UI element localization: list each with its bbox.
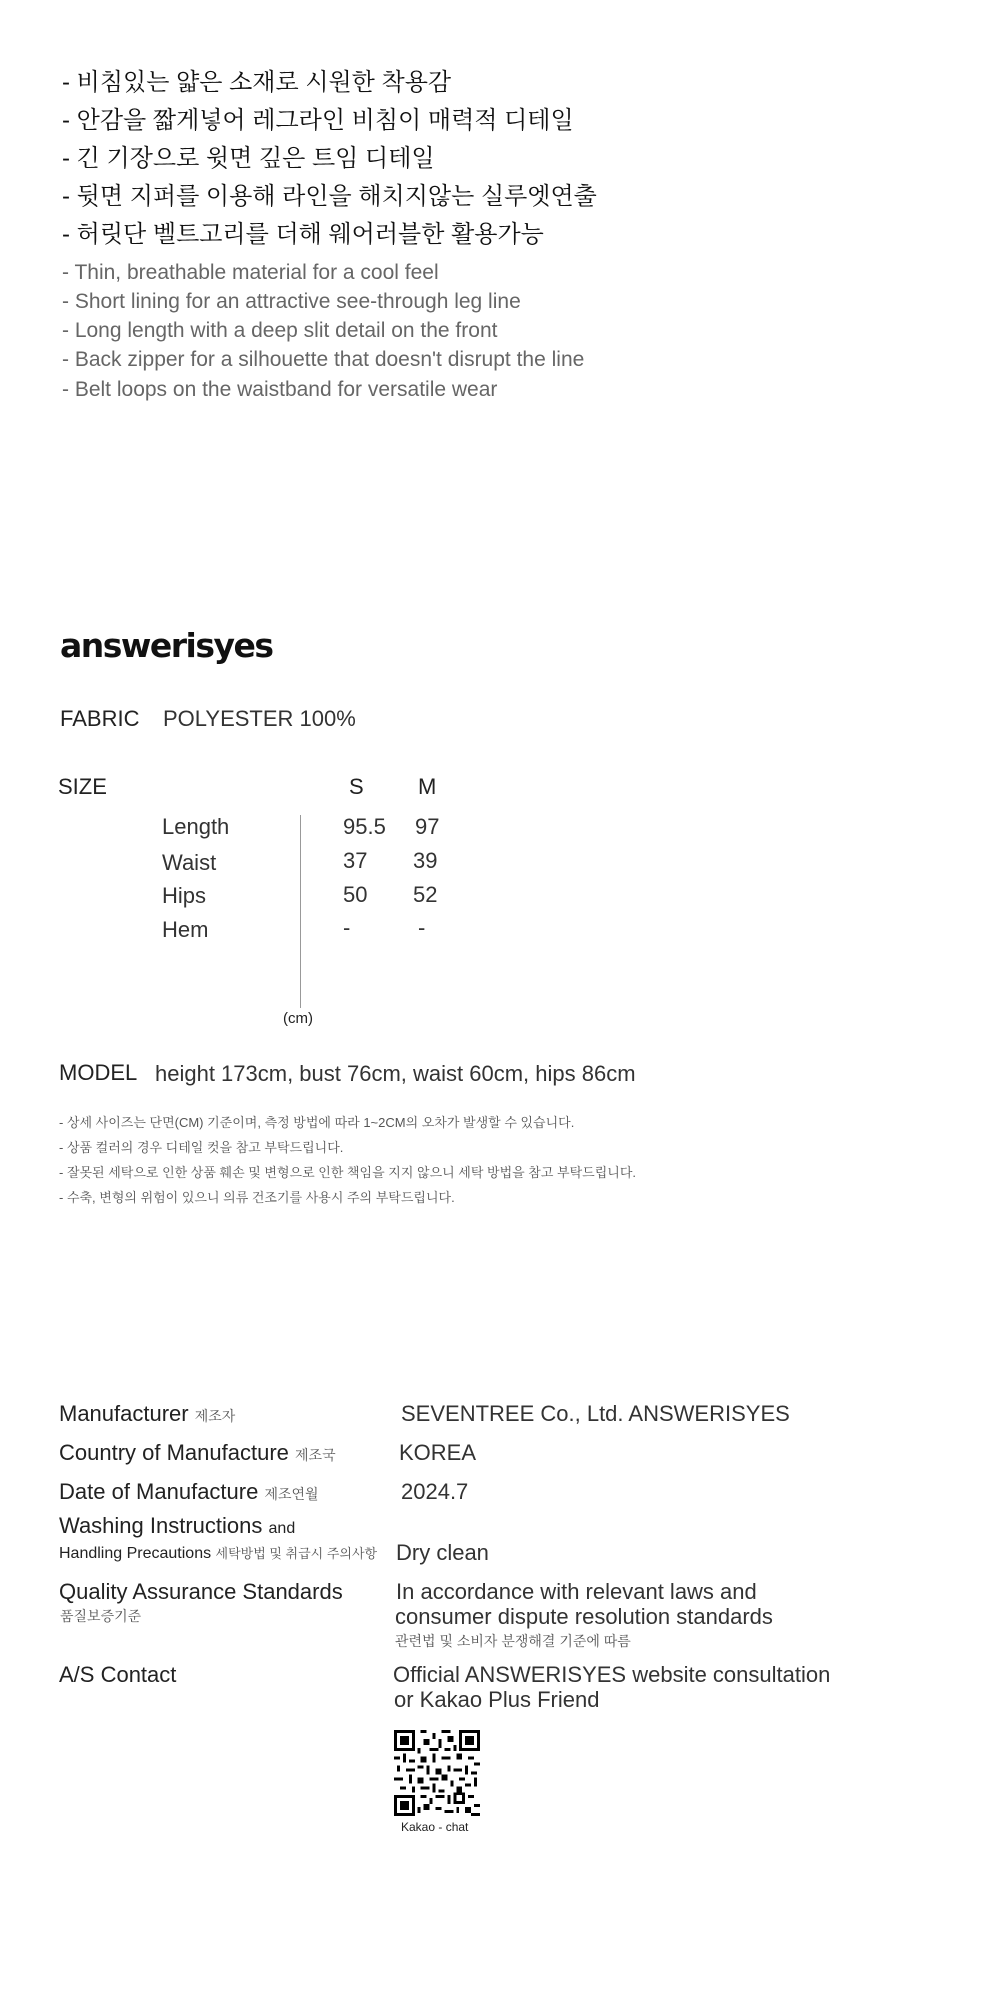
size-row-hem-label: Hem bbox=[162, 917, 209, 942]
size-row-hips-s: 50 bbox=[343, 882, 368, 907]
country-label-ko: 제조국 bbox=[295, 1447, 336, 1463]
size-unit: (cm) bbox=[283, 1010, 313, 1027]
kakao-qr-code[interactable] bbox=[394, 1730, 480, 1816]
fabric-label: FABRIC bbox=[60, 706, 140, 731]
size-col-s: S bbox=[349, 774, 364, 799]
size-table-divider bbox=[300, 815, 301, 1008]
size-row-hem-s: - bbox=[343, 915, 351, 940]
size-col-m: M bbox=[418, 774, 437, 799]
washing-label-line2: Handling Precautions 세탁방법 및 취급시 주의사항 bbox=[59, 1545, 378, 1562]
manufacturer-label-ko: 제조자 bbox=[194, 1408, 236, 1424]
note-2: - 상품 컬러의 경우 디테일 컷을 참고 부탁드립니다. bbox=[59, 1140, 344, 1155]
date-label-ko: 제조연월 bbox=[264, 1486, 319, 1502]
feature-en-2: - Short lining for an attractive see-through leg line bbox=[62, 290, 521, 313]
feature-ko-2: - 안감을 짧게넣어 레그라인 비침이 매력적 디테일 bbox=[62, 107, 574, 134]
size-row-hips-m: 52 bbox=[413, 882, 438, 907]
feature-en-5: - Belt loops on the waistband for versatile wear bbox=[62, 378, 498, 401]
size-row-length-m: 97 bbox=[415, 814, 440, 839]
quality-label: Quality Assurance Standards bbox=[59, 1579, 343, 1604]
country-value: KOREA bbox=[399, 1440, 477, 1465]
quality-value-ko: 관련법 및 소비자 분쟁해결 기준에 따름 bbox=[395, 1633, 631, 1649]
fabric-value: POLYESTER 100% bbox=[163, 706, 356, 731]
washing-label: Washing Instructions and bbox=[59, 1513, 296, 1538]
manufacturer-value: SEVENTREE Co., Ltd. ANSWERISYES bbox=[401, 1401, 790, 1426]
note-3: - 잘못된 세탁으로 인한 상품 훼손 및 변형으로 인한 책임을 지지 않으니 세탁 방법을 참고 부탁드립니다. bbox=[59, 1165, 636, 1180]
qr-caption: Kakao - chat bbox=[401, 1820, 469, 1834]
size-row-waist-m: 39 bbox=[413, 848, 438, 873]
feature-en-4: - Back zipper for a silhouette that doesn't disrupt the line bbox=[62, 348, 585, 371]
quality-value-line1: In accordance with relevant laws and bbox=[396, 1579, 757, 1604]
brand-logo: answerisyes bbox=[60, 626, 273, 665]
date-value: 2024.7 bbox=[401, 1479, 469, 1504]
manufacturer-label: Manufacturer 제조자 bbox=[59, 1401, 236, 1426]
size-row-length-s: 95.5 bbox=[343, 814, 386, 839]
size-row-hem-m: - bbox=[418, 915, 426, 940]
feature-en-1: - Thin, breathable material for a cool feel bbox=[62, 261, 439, 284]
as-value-line2: or Kakao Plus Friend bbox=[394, 1687, 600, 1712]
country-label: Country of Manufacture 제조국 bbox=[59, 1440, 336, 1465]
quality-label-ko: 품질보증기준 bbox=[60, 1608, 142, 1624]
as-value-line1: Official ANSWERISYES website consultation bbox=[393, 1662, 831, 1687]
washing-value: Dry clean bbox=[396, 1540, 489, 1565]
feature-ko-3: - 긴 기장으로 윗면 깊은 트임 디테일 bbox=[62, 145, 435, 172]
model-label: MODEL bbox=[59, 1060, 138, 1085]
size-row-length-label: Length bbox=[162, 814, 230, 839]
feature-ko-1: - 비침있는 얇은 소재로 시원한 착용감 bbox=[62, 69, 452, 96]
feature-ko-4: - 뒷면 지퍼를 이용해 라인을 해치지않는 실루엣연출 bbox=[62, 183, 597, 210]
size-row-hips-label: Hips bbox=[162, 883, 207, 908]
washing-label-ko: 세탁방법 및 취급시 주의사항 bbox=[215, 1546, 378, 1561]
size-label: SIZE bbox=[58, 774, 107, 799]
as-label: A/S Contact bbox=[59, 1662, 177, 1687]
feature-en-3: - Long length with a deep slit detail on the front bbox=[62, 319, 498, 342]
feature-ko-5: - 허릿단 벨트고리를 더해 웨어러블한 활용가능 bbox=[62, 221, 544, 248]
model-value: height 173cm, bust 76cm, waist 60cm, hips 86cm bbox=[155, 1061, 636, 1086]
date-label: Date of Manufacture 제조연월 bbox=[59, 1479, 319, 1504]
quality-value-line2: consumer dispute resolution standards bbox=[395, 1604, 773, 1629]
note-4: - 수축, 변형의 위험이 있으니 의류 건조기를 사용시 주의 부탁드립니다. bbox=[59, 1190, 455, 1205]
size-row-waist-label: Waist bbox=[162, 850, 217, 875]
size-row-waist-s: 37 bbox=[343, 848, 368, 873]
note-1: - 상세 사이즈는 단면(CM) 기준이며, 측정 방법에 따라 1~2CM의 오차가 발생할 수 있습니다. bbox=[59, 1115, 575, 1130]
